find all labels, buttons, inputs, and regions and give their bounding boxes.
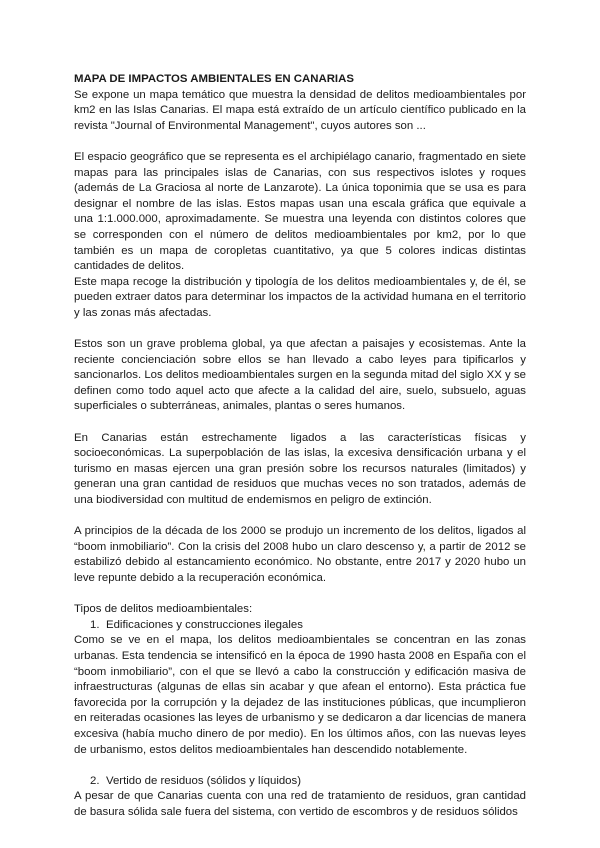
- paragraph-canarias: En Canarias están estrechamente ligados a las características físicas y socioeconómicas. La superpoblación de las islas, la excesiva densificación urbana y el turismo en masas ejercen una gran presión sobre los recursos naturales (limitados) y generan una gran cantidad de residuos que muchas veces no son tratados, además de una biodiversidad con multitud de endemismos en peligro de extinción.: [74, 431, 526, 507]
- types-heading: Tipos de delitos medioambientales:: [74, 603, 253, 616]
- paragraph-item2: A pesar de que Canarias cuenta con una red de tratamiento de residuos, gran cantidad de basura sólida sale fuera del sistema, con vertido de escombros y de residuos sólidos: [74, 790, 526, 818]
- spacer: [74, 758, 526, 774]
- spacer: [74, 134, 526, 150]
- paragraph-problem: Estos son un grave problema global, ya que afectan a paisajes y ecosistemas. Ante la reciente concienciación sobre ellos se han llevado a cabo leyes para tipificarlos y sancionarlos. Los delitos medioambientales surgen en la segunda mitad del siglo XX y se definen como todo aquel acto que afecte a la calidad del aire, suelo, subsuelo, aguas superficiales o subterráneas, animales, plantas o seres humanos.: [74, 338, 526, 413]
- spacer: [74, 415, 526, 431]
- paragraph-space: El espacio geográfico que se representa es el archipiélago canario, fragmentado en siete mapas para las principales islas de Canarias, con sus respectivos islotes y roques (además de La Graciosa al norte de Lanzarote). La única toponimia que se usa es para designar el nombre de las islas. Estos mapas usan una escala gráfica que equivale a una 1:1.000.000, aproximadamente. Se muestra una leyenda con distintos colores que se corresponden con el número de delitos medioambientales por km2, por lo que también es un mapa de coropletas cuantitativo, ya que 5 colores indicas distintas cantidades de delitos.: [74, 150, 526, 273]
- paragraph-trend: A principios de la década de los 2000 se produjo un incremento de los delitos, ligados al “boom inmobiliario”. Con la crisis del 2008 hubo un claro descenso y, a partir de 2012 se estabilizó debido al estancamiento económico. No obstante, entre 2017 y 2020 hubo un leve repunte debido a la recuperación económica.: [74, 525, 526, 584]
- paragraph-distribution: Este mapa recoge la distribución y tipología de los delitos medioambientales y, de él, se pueden extraer datos para determinar los impactos de la actividad humana en el territorio y las zonas más afectadas.: [74, 275, 526, 319]
- document-page: [74, 72, 526, 821]
- list-number: 2.: [90, 774, 100, 787]
- spacer: [74, 587, 526, 603]
- spacer: [74, 322, 526, 338]
- list-number: 1.: [90, 618, 100, 631]
- list-label: Edificaciones y construcciones ilegales: [106, 618, 303, 631]
- document-title: MAPA DE IMPACTOS AMBIENTALES EN CANARIAS: [74, 73, 354, 85]
- list-item-2: [74, 774, 526, 790]
- paragraph-item1: Como se ve en el mapa, los delitos medioambientales se concentran en las zonas urbanas. Esta tendencia se intensificó en la época de 1990 hasta 2008 en España con el “boom inmobiliario”, con el que se llevó a cabo la construcción y edificación masiva de infraestructuras (algunas de ellas sin acabar y que afean el entorno). Esta práctica fue favorecida por la corrupción y la dejadez de las instituciones públicas, que incumplieron en reiteradas ocasiones las leyes de urbanismo y se dedicaron a dar licencias de manera excesiva (había mucho dinero de por medio). En los últimos años, con las nuevas leyes de urbanismo, estos delitos medioambientales han descendido notablemente.: [74, 634, 526, 756]
- paragraph-intro: Se expone un mapa temático que muestra la densidad de delitos medioambientales por km2 en las Islas Canarias. El mapa está extraído de un artículo científico publicado en la revista "Journal of Environmental Management", cuyos autores son ...: [74, 88, 526, 132]
- list-item-1: [74, 618, 526, 634]
- list-label: Vertido de residuos (sólidos y líquidos): [106, 774, 302, 787]
- spacer: [74, 509, 526, 525]
